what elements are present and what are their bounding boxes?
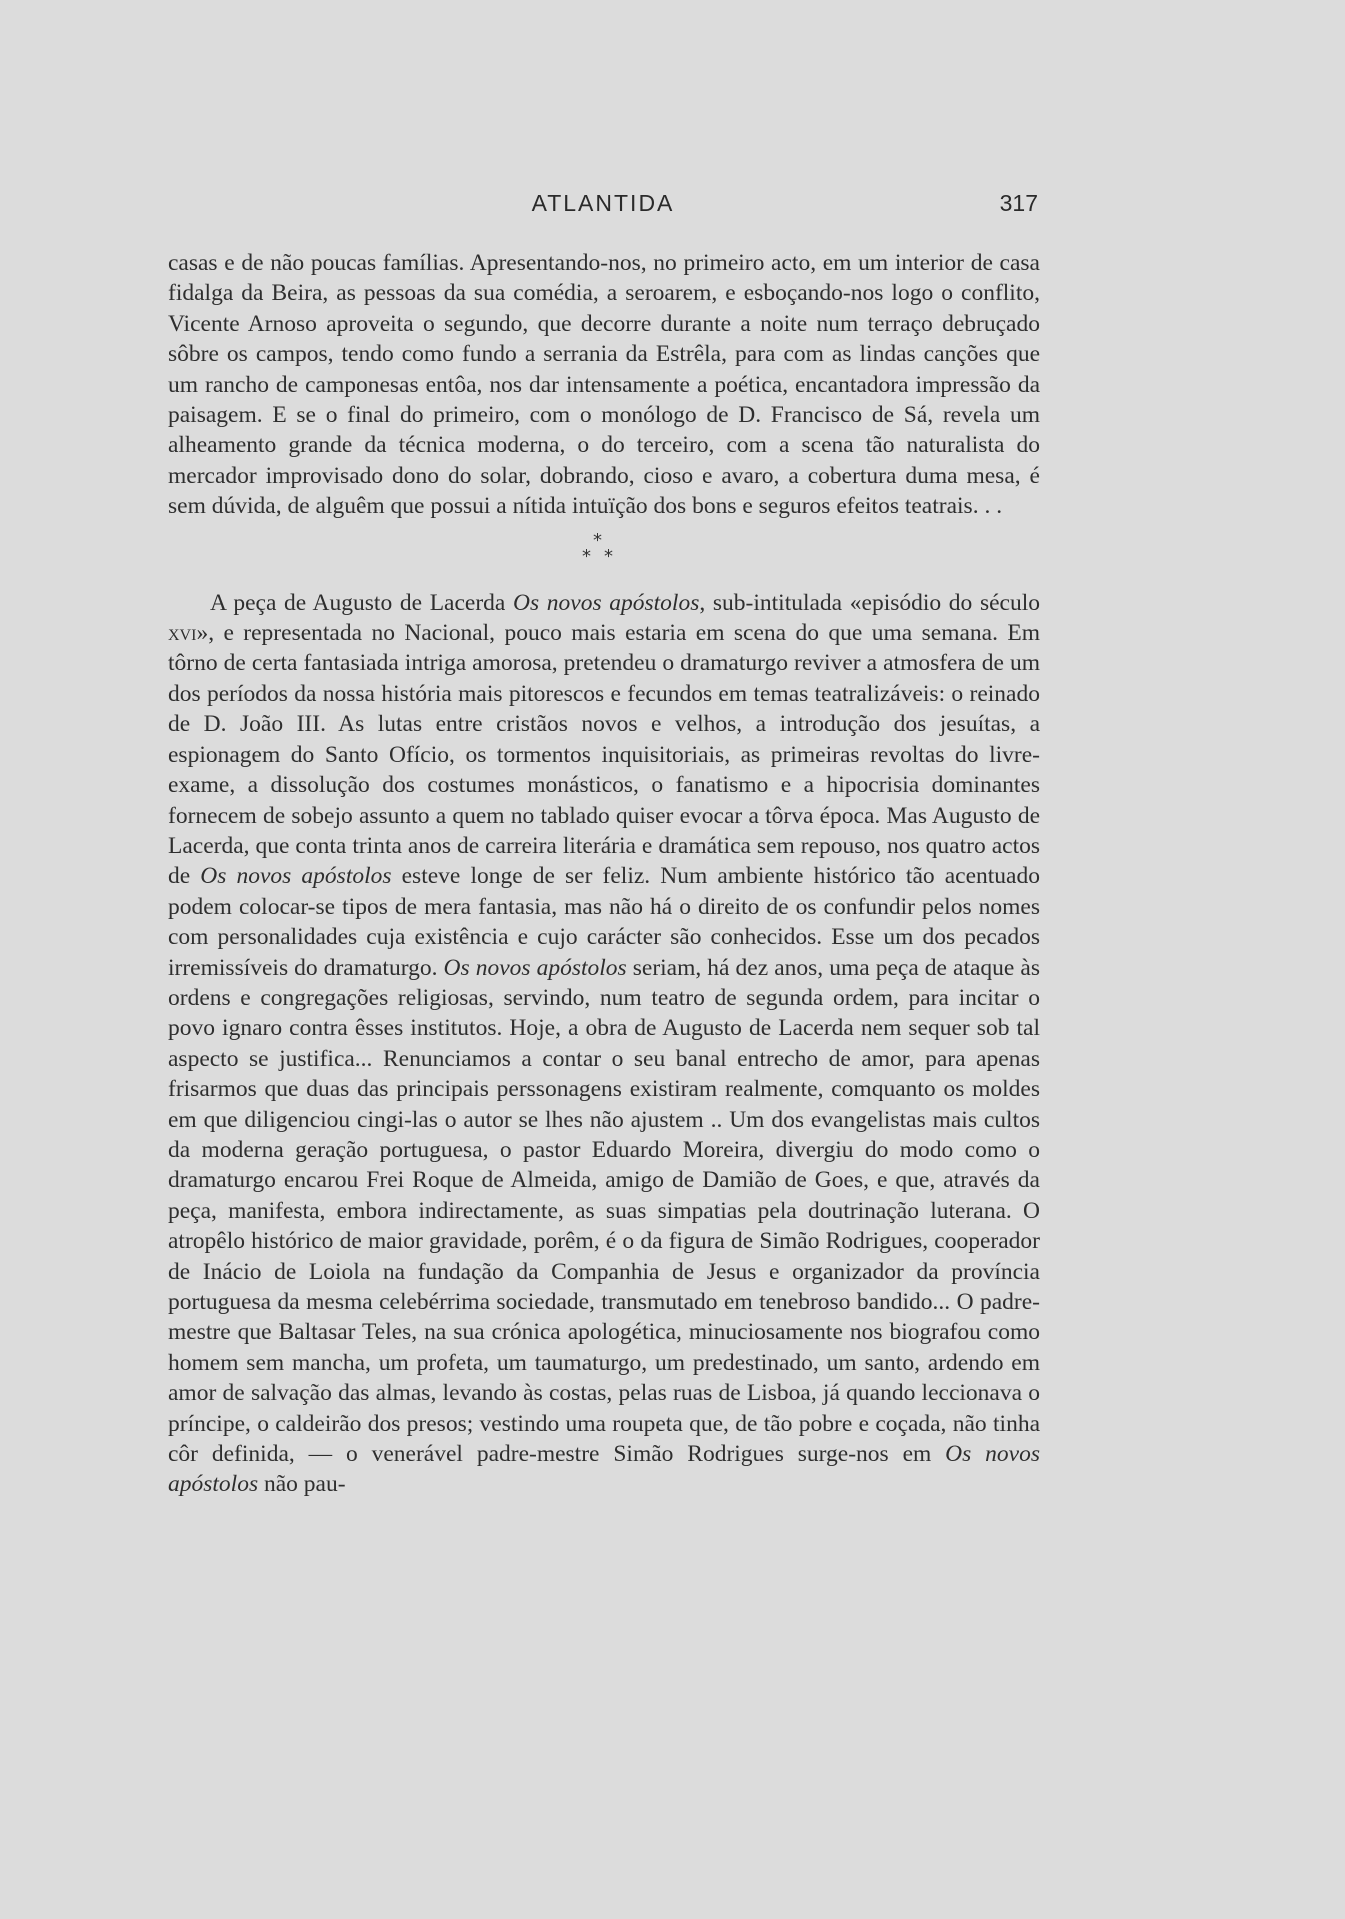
page-number: 317 <box>999 190 1038 216</box>
text-run: », e representada no Nacional, pouco mais estaria em scena do que uma semana. Em tôrno de certa fantasiada intriga amorosa, pretendeu o dramaturgo reviver a atmosfera de um dos períodos da nossa história mais pitorescos e fecundos em temas teatralizáveis: o reinado de D. João III. As lutas entre cristãos novos e velhos, a introdução dos jesuítas, a espionagem do Santo Ofício, os tormentos inquisitoriais, as primeiras revoltas do livre-exame, a dissolução dos costumes monásticos, o fanatismo e a hipocrisia dominantes fornecem de sobejo assunto a quem no tablado quiser evocar a tôrva época. Mas Augusto de Lacerda, que conta trinta anos de carreira literária e dramática sem repouso, nos quatro actos de <box>168 620 1040 890</box>
text-run: seriam, há dez anos, uma peça de ataque às ordens e congregações religiosas, servindo, num teatro de segunda ordem, para incitar o povo ignaro contra êsses institutos. Hoje, a obra de Augusto de Lacerda nem sequer sob tal aspecto se justifica... Renunciamos a contar o seu banal entrecho de amor, para apenas frisarmos que duas das principais perssonagens existiram realmente, comquanto os moldes em que diligenciou cingi-las o autor se lhes não ajustem .. Um dos evangelistas mais cultos da moderna geração portuguesa, o pastor Eduardo Moreira, divergiu do modo como o dramaturgo encarou Frei Roque de Almeida, amigo de Damião de Goes, e que, através da peça, manifesta, embora indirectamente, as suas simpatias pela doutrinação luterana. O atropêlo histórico de maior gravidade, porêm, é o da figura de Simão Rodrigues, cooperador de Inácio de Loiola na fundação da Companhia de Jesus e organizador da província portuguesa da mesma celebérrima sociedade, transmutado em tenebroso bandido... O padre-mestre que Baltasar Teles, na sua crónica apologética, minuciosamente nos biografou como homem sem mancha, um profeta, um taumaturgo, um predestinado, um santo, ardendo em amor de salvação das almas, levando às costas, pelas ruas de Lisboa, já quando leccionava o príncipe, o caldeirão dos presos; vestindo uma roupeta que, de tão pobre e coçada, não tinha côr definida, — o venerável padre-mestre Simão Rodrigues surge-nos em <box>168 954 1040 1468</box>
asterism-star-left: * <box>582 545 591 567</box>
journal-title: ATLANTIDA <box>531 190 675 216</box>
asterism-star-top: * <box>593 529 602 551</box>
section-break-asterism <box>168 528 1040 588</box>
play-title: Os novos apóstolos <box>200 863 392 890</box>
text-run: esteve longe de ser feliz. Num ambiente histórico tão acentuado podem colocar-se tipos de mera fantasia, mas não há o direito de os confundir pelos nomes com personalidades cuja existência e cujo carácter são conhecidos. Esse um dos pecados irremissíveis do dramaturgo. <box>168 863 1040 981</box>
century-numeral: xvi <box>168 620 197 647</box>
text-run: não pau- <box>258 1471 346 1498</box>
article-body <box>168 248 1040 1500</box>
text-run: A peça de Augusto de Lacerda <box>210 589 513 616</box>
asterism-star-right: * <box>604 545 613 567</box>
play-title: Os novos apóstolos <box>513 589 700 616</box>
text-run: , sub-intitulada «episódio do século <box>699 589 1040 616</box>
play-title: Os novos apóstolos <box>168 1441 1040 1498</box>
running-head <box>168 190 1038 220</box>
play-title: Os novos apóstolos <box>443 954 627 981</box>
paragraph-continuation: casas e de não poucas famílias. Apresentando-nos, no primeiro acto, em um interior de casa fidalga da Beira, as pessoas da sua comédia, a seroarem, e esboçando-nos logo o conflito, Vicente Arnoso aproveita o segundo, que decorre durante a noite num terraço debruçado sôbre os campos, tendo como fundo a serrania da Estrêla, para com as lindas canções que um rancho de camponesas entôa, nos dar intensamente a poética, encantadora impressão da paisagem. E se o final do primeiro, com o monólogo de D. Francisco de Sá, revela um alheamento grande da técnica moderna, o do terceiro, com a scena tão naturalista do mercador improvisado dono do solar, dobrando, cioso e avaro, a cobertura duma mesa, é sem dúvida, de alguêm que possui a nítida intuïção dos bons e seguros efeitos teatrais. . . <box>168 250 1040 520</box>
paragraph-review <box>168 588 1040 1500</box>
